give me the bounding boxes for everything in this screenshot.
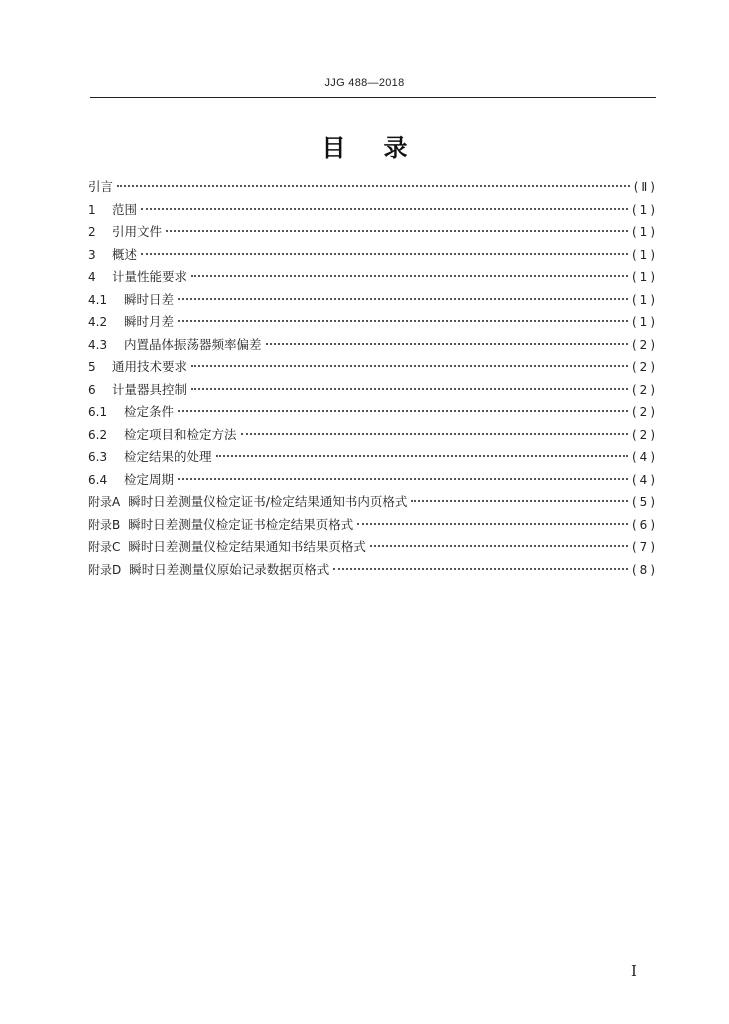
dot-leader — [357, 523, 628, 525]
toc-entry-label: 瞬时日差测量仪原始记录数据页格式 — [129, 561, 330, 577]
toc-entry[interactable] — [88, 334, 658, 357]
toc-entry-page: (6) — [632, 517, 658, 532]
toc-entry[interactable] — [88, 311, 658, 334]
toc-entry[interactable] — [88, 469, 658, 492]
toc-entry-label: 引言 — [88, 179, 114, 194]
toc-entry[interactable] — [88, 446, 658, 469]
table-of-contents — [88, 176, 658, 581]
dot-leader — [191, 275, 628, 277]
toc-entry-page: (4) — [632, 450, 658, 464]
dot-leader — [241, 433, 628, 435]
dot-leader — [178, 320, 628, 322]
toc-entry-number: 4 — [88, 270, 96, 284]
toc-entry-label: 通用技术要求 — [112, 359, 188, 374]
toc-entry-page: (2) — [632, 382, 658, 397]
toc-entry[interactable] — [88, 221, 658, 244]
toc-entry-page: (1) — [632, 225, 658, 239]
toc-entry-number: 6.2 — [88, 427, 108, 442]
toc-entry[interactable] — [88, 379, 658, 402]
toc-entry-page: (1) — [632, 247, 658, 262]
toc-entry[interactable] — [88, 536, 658, 559]
toc-entry[interactable] — [88, 491, 658, 514]
toc-entry-label: 瞬时日差测量仪检定证书检定结果页格式 — [128, 516, 354, 532]
dot-leader — [141, 208, 628, 210]
dot-leader — [370, 545, 628, 547]
toc-entry[interactable] — [88, 199, 658, 222]
toc-entry-page: (1) — [632, 292, 658, 307]
toc-entry-number: 6.4 — [88, 472, 108, 487]
toc-entry-number: 4.2 — [88, 315, 108, 329]
toc-entry-label: 概述 — [112, 246, 138, 262]
dot-leader — [166, 230, 628, 232]
toc-entry-page: (1) — [632, 202, 658, 217]
toc-entry-page: (Ⅱ) — [633, 180, 658, 194]
toc-entry-page: (2) — [632, 427, 658, 442]
toc-entry[interactable] — [88, 401, 658, 424]
toc-entry-page: (2) — [632, 360, 658, 374]
toc-entry-number: 5 — [88, 360, 96, 374]
page-number: I — [631, 962, 637, 980]
toc-entry-label: 检定结果的处理 — [124, 449, 212, 464]
toc-entry-page: (2) — [632, 337, 658, 352]
page-title: 目录 — [321, 134, 446, 162]
toc-entry-label: 范围 — [112, 201, 138, 217]
dot-leader — [178, 298, 628, 300]
dot-leader — [216, 455, 628, 457]
toc-entry-number: 2 — [88, 225, 96, 239]
toc-entry[interactable] — [88, 176, 658, 199]
toc-entry-number: 1 — [88, 202, 96, 217]
dot-leader — [411, 500, 628, 502]
dot-leader — [191, 365, 628, 367]
toc-entry-page: (8) — [632, 562, 658, 577]
toc-entry-number: 附录D — [88, 562, 122, 577]
toc-entry[interactable] — [88, 244, 658, 267]
dot-leader — [178, 478, 628, 480]
dot-leader — [117, 185, 630, 187]
dot-leader — [191, 388, 628, 390]
toc-entry-page: (5) — [632, 495, 658, 509]
toc-entry-label: 检定项目和检定方法 — [124, 426, 237, 442]
toc-entry-number: 6.1 — [88, 405, 108, 419]
toc-entry-page: (2) — [632, 405, 658, 419]
standard-code: JJG 488—2018 — [324, 77, 405, 89]
toc-entry-label: 瞬时日差测量仪检定结果通知书结果页格式 — [128, 539, 366, 554]
toc-entry-page: (1) — [632, 315, 658, 329]
dot-leader — [178, 410, 628, 412]
toc-entry-page: (4) — [632, 472, 658, 487]
toc-entry-label: 瞬时日差 — [124, 291, 175, 307]
header-rule — [90, 97, 656, 98]
toc-entry-label: 内置晶体振荡器频率偏差 — [124, 336, 262, 352]
dot-leader — [266, 343, 628, 345]
toc-entry[interactable] — [88, 289, 658, 312]
toc-entry-number: 3 — [88, 247, 96, 262]
toc-entry[interactable] — [88, 559, 658, 582]
toc-entry-label: 计量器具控制 — [112, 381, 188, 397]
dot-leader — [141, 253, 628, 255]
toc-entry-label: 检定条件 — [124, 404, 175, 419]
toc-entry-label: 引用文件 — [112, 224, 163, 239]
toc-entry-label: 检定周期 — [124, 471, 175, 487]
toc-entry[interactable] — [88, 266, 658, 289]
toc-entry-label: 瞬时月差 — [124, 314, 175, 329]
toc-entry[interactable] — [88, 356, 658, 379]
toc-entry-label: 瞬时日差测量仪检定证书/检定结果通知书内页格式 — [128, 494, 408, 509]
toc-entry-label: 计量性能要求 — [112, 269, 188, 284]
toc-entry-number: 4.1 — [88, 292, 108, 307]
dot-leader — [333, 568, 628, 570]
toc-entry-number: 6.3 — [88, 450, 108, 464]
toc-entry-number: 6 — [88, 382, 96, 397]
toc-entry[interactable] — [88, 424, 658, 447]
toc-entry[interactable] — [88, 514, 658, 537]
toc-entry-page: (1) — [632, 270, 658, 284]
toc-entry-number: 4.3 — [88, 337, 108, 352]
toc-entry-number: 附录B — [88, 517, 121, 532]
toc-entry-page: (7) — [632, 540, 658, 554]
toc-entry-number: 附录C — [88, 540, 121, 554]
toc-entry-number: 附录A — [88, 495, 121, 509]
